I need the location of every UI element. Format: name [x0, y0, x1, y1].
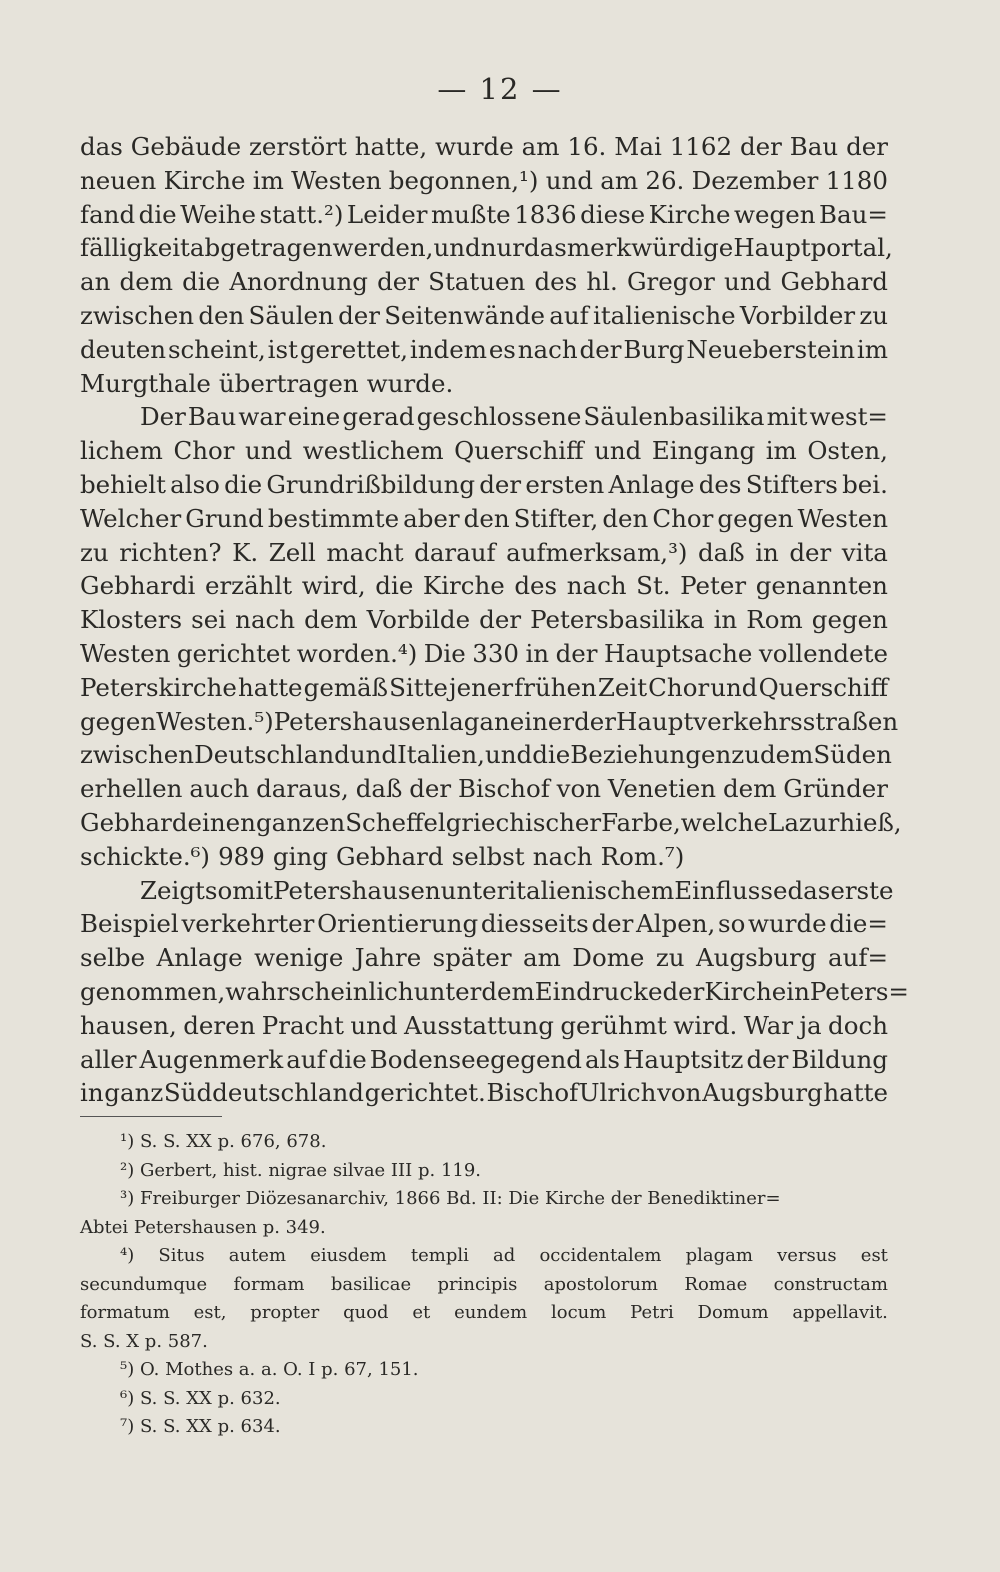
text-line: an dem die Anordnung der Statuen des hl. Gregor und Gebhard [80, 267, 888, 297]
footnote-line: ⁴) Situs autem eiusdem templi ad occidentalem plagam versus est [120, 1245, 888, 1266]
footnote-line: S. S. X p. 587. [80, 1330, 208, 1352]
footnote-divider [80, 1116, 222, 1117]
footnotes [80, 1128, 888, 1442]
text-line: erhellen auch daraus, daß der Bischof von Venetien dem Gründer [80, 774, 888, 804]
text-line: Beispiel verkehrter Orientierung diesseits der Alpen, so wurde die= [80, 909, 888, 939]
footnote-line: ³) Freiburger Diözesanarchiv, 1866 Bd. II: Die Kirche der Benediktiner= [120, 1188, 781, 1209]
text-line: das Gebäude zerstört hatte, wurde am 16. Mai 1162 der Bau der [80, 132, 888, 161]
text-line: schickte.⁶) 989 ging Gebhard selbst nach Rom.⁷) [80, 841, 685, 871]
footnote-line: ⁷) S. S. XX p. 634. [120, 1416, 281, 1437]
footnote-line: ⁵) O. Mothes a. a. O. I p. 67, 151. [120, 1359, 419, 1380]
text-line: zwischen den Säulen der Seitenwände auf italienische Vorbilder zu [80, 300, 888, 330]
text-line: genommen, wahrscheinlich unter dem Eindrucke der Kirche in Peters= [80, 976, 909, 1006]
page-number: — 12 — [437, 72, 563, 106]
footnote-line: ²) Gerbert, hist. nigrae silvae III p. 119. [120, 1159, 482, 1181]
text-line: zwischen Deutschland und Italien, und die Beziehungen zu dem Süden [80, 740, 892, 770]
text-line: zu richten? K. Zell macht darauf aufmerksam,³) daß in der vita [80, 537, 888, 567]
footnote-line: ¹) S. S. XX p. 676, 678. [120, 1131, 327, 1152]
text-line: Gebhardi erzählt wird, die Kirche des nach St. Peter genannten [80, 571, 888, 601]
text-line: Zeigt somit Petershausen unter italienischem Einflusse das erste [140, 875, 894, 905]
footnote-line: formatum est, propter quod et eundem locum Petri Domum appellavit. [80, 1302, 888, 1323]
text-line: Peterskirche hatte gemäß Sitte jener frühen Zeit Chor und Querschiff [80, 672, 888, 702]
text-line: behielt also die Grundrißbildung der ersten Anlage des Stifters bei. [80, 469, 888, 499]
text-line: neuen Kirche im Westen begonnen,¹) und am 26. Dezember 1180 [80, 165, 888, 195]
footnote-line: Abtei Petershausen p. 349. [80, 1216, 326, 1238]
footnote-line: ⁶) S. S. XX p. 632. [120, 1387, 281, 1409]
text-line: fand die Weihe statt.²) Leider mußte 1836 diese Kirche wegen Bau= [80, 199, 888, 229]
text-line: lichem Chor und westlichem Querschiff und Eingang im Osten, [80, 436, 888, 466]
text-line: aller Augenmerk auf die Bodenseegegend als Hauptsitz der Bildung [80, 1044, 888, 1074]
main-text [80, 130, 909, 1110]
footnote-line: secundumque formam basilicae principis apostolorum Romae constructam [80, 1273, 888, 1295]
text-line: fälligkeit abgetragen werden, und nur das merkwürdige Hauptportal, [80, 233, 893, 263]
text-line: Westen gerichtet worden.⁴) Die 330 in der Hauptsache vollendete [80, 638, 888, 668]
text-line: Murgthale übertragen wurde. [80, 368, 454, 398]
text-line: hausen, deren Pracht und Ausstattung gerühmt wird. War ja doch [80, 1010, 888, 1040]
text-line: Welcher Grund bestimmte aber den Stifter, den Chor gegen Westen [80, 503, 888, 533]
text-line: Klosters sei nach dem Vorbilde der Petersbasilika in Rom gegen [80, 605, 888, 635]
text-line: gegen Westen.⁵) Petershausen lag an einer der Hauptverkehrsstraßen [80, 706, 899, 736]
text-line: Der Bau war eine gerad geschlossene Säulenbasilika mit west= [140, 402, 888, 432]
text-line: deuten scheint, ist gerettet, indem es nach der Burg Neueberstein im [80, 334, 888, 364]
text-line: selbe Anlage wenige Jahre später am Dome zu Augsburg auf= [80, 943, 888, 973]
text-line: in ganz Süddeutschland gerichtet. Bischof Ulrich von Augsburg hatte [80, 1078, 888, 1108]
text-line: Gebhard einen ganzen Scheffel griechischer Farbe, welche Lazur hieß, [80, 807, 902, 837]
